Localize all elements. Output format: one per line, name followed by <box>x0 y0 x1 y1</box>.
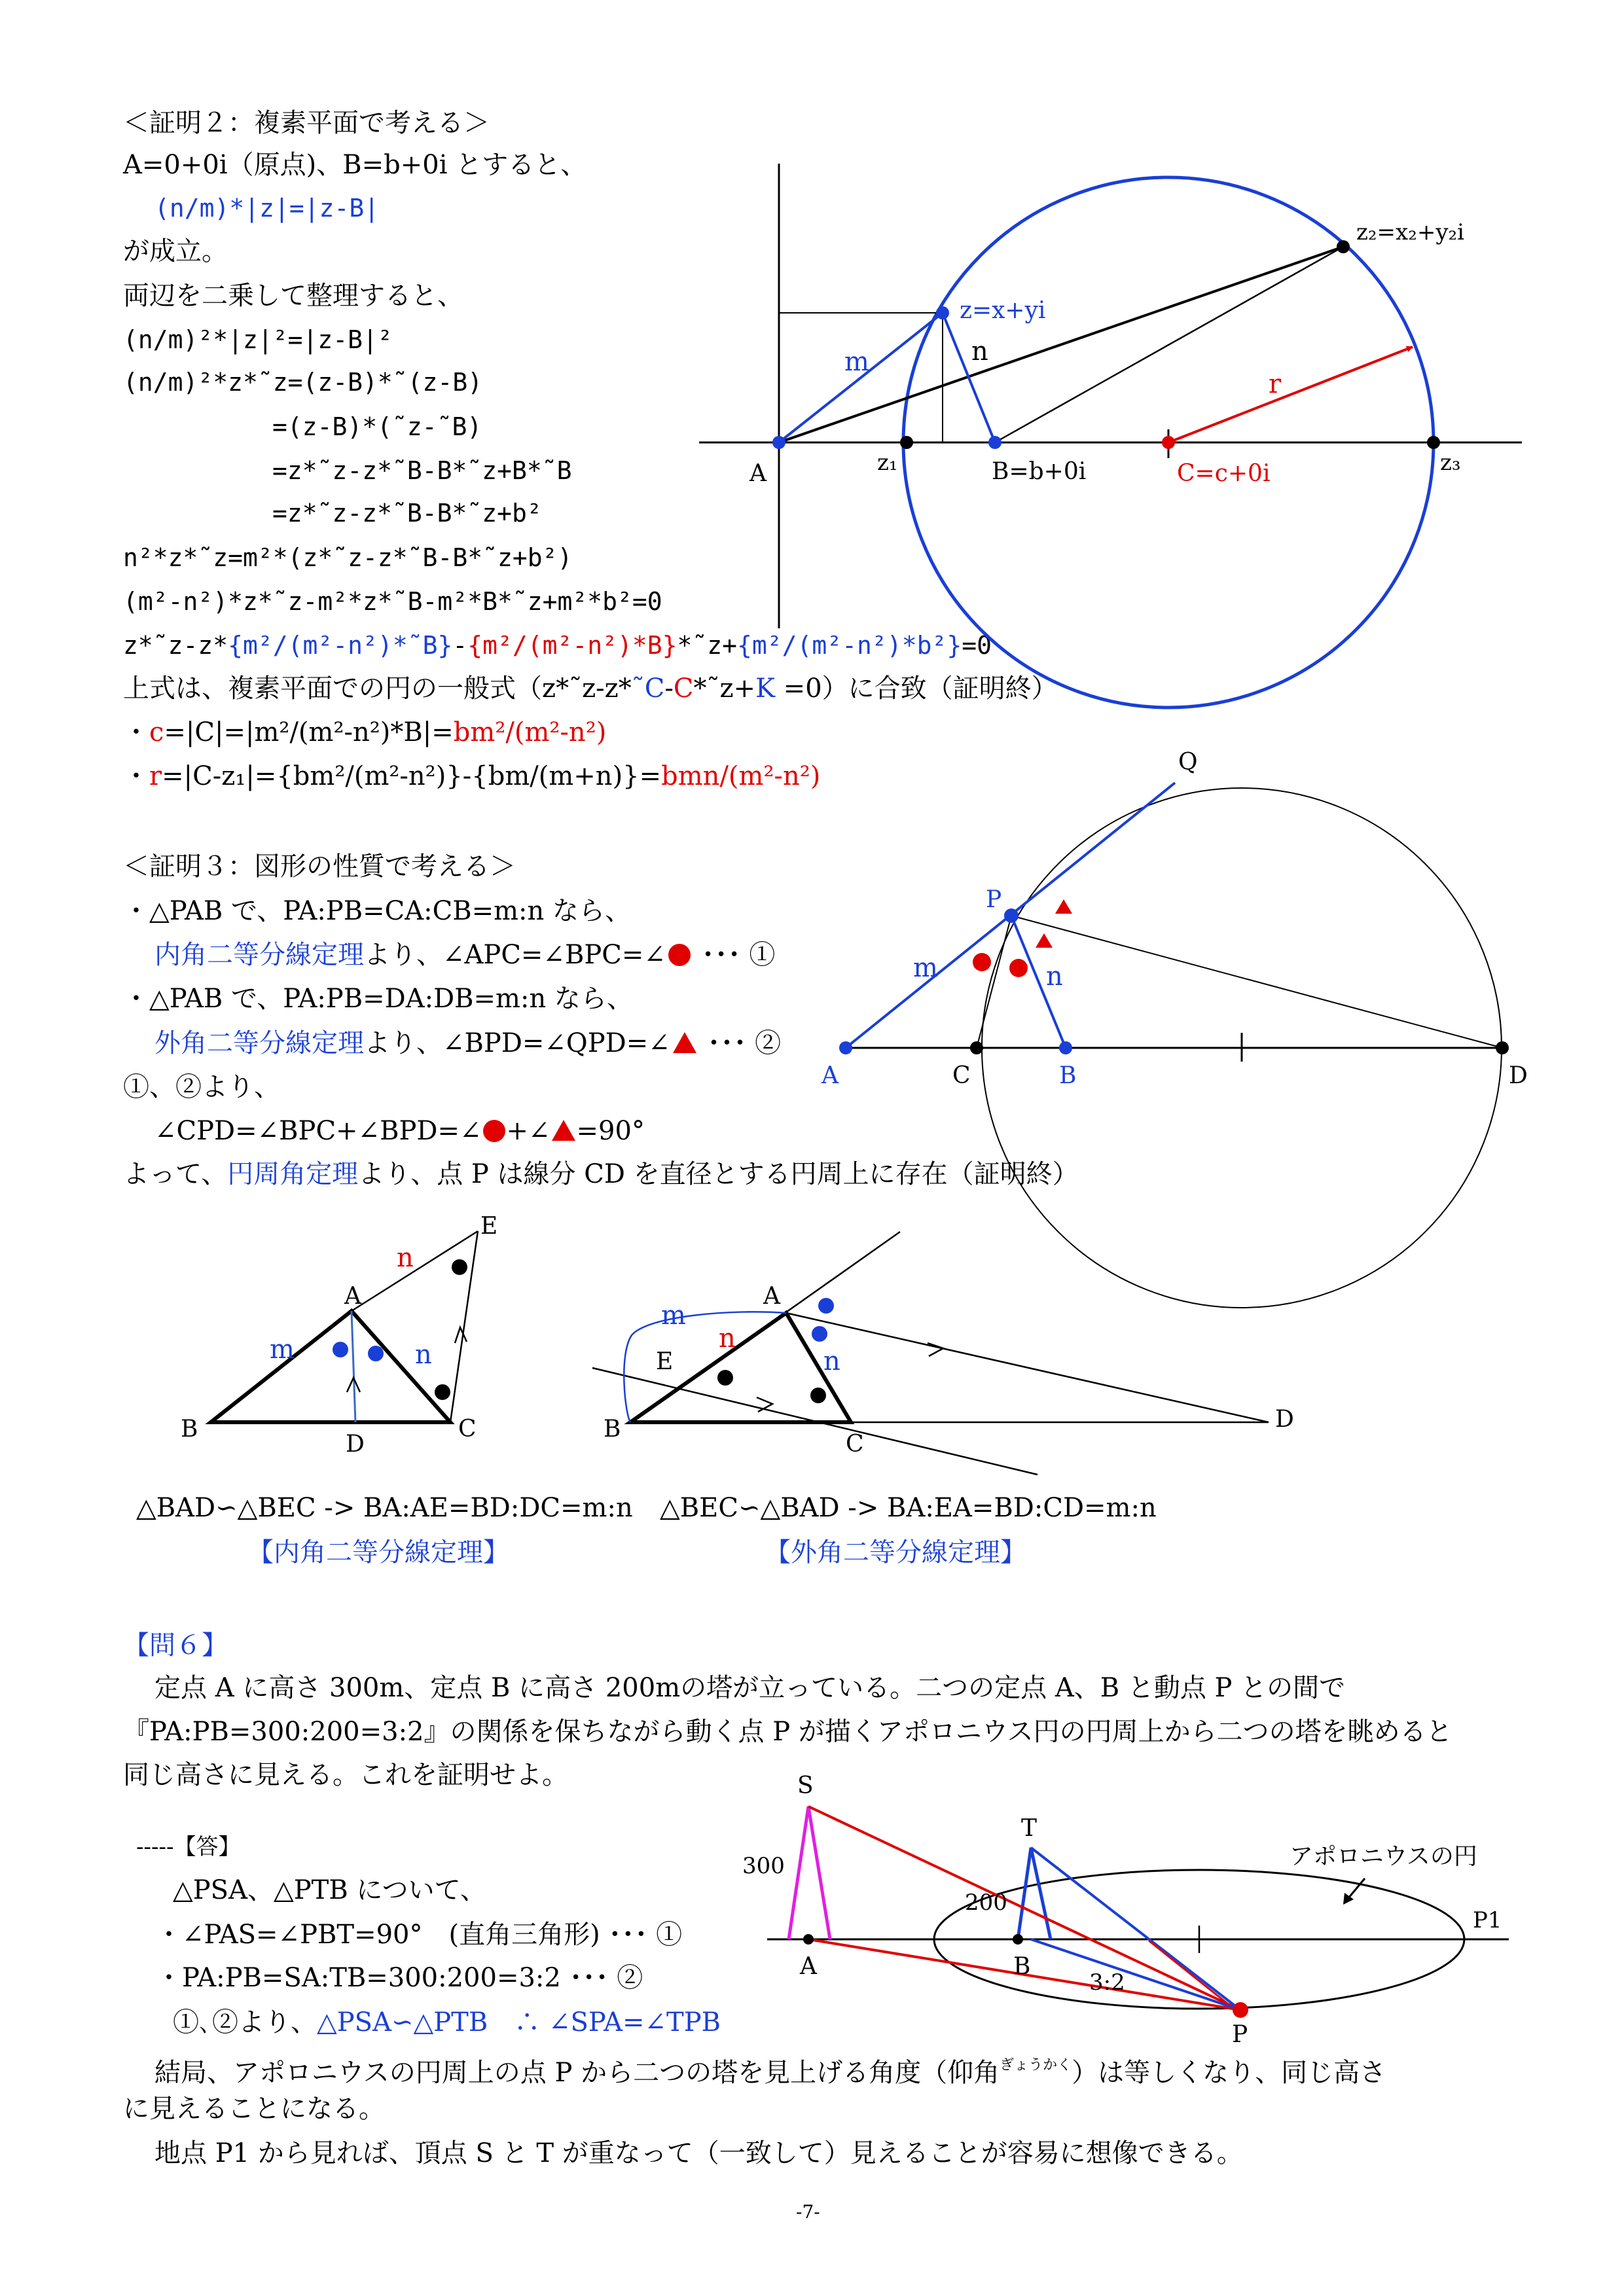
fig4-caption: △BEC∽△BAD -> BA:EA=BD:CD=m:n <box>660 1493 1157 1523</box>
label-n: n <box>971 336 988 367</box>
point-A <box>772 436 785 449</box>
angle-triangle-marker <box>1055 899 1072 914</box>
point-z1 <box>900 436 913 449</box>
a4-text: ①､②より、 <box>173 2007 317 2037</box>
label-n: n <box>1046 961 1063 992</box>
proof2-l9: n²*z*˜z=m²*(z*˜z-z*˜B-B*˜z+b²) <box>123 543 573 572</box>
label-D: D <box>346 1431 365 1458</box>
point-z2 <box>1337 240 1350 253</box>
angle-dot <box>717 1370 733 1386</box>
label-B: B <box>181 1416 198 1443</box>
label-C: C=c+0i <box>1177 460 1271 487</box>
proof3-p5: ①、②より、 <box>123 1072 280 1102</box>
circle-pointer <box>1348 1878 1365 1898</box>
label-300: 300 <box>742 1853 785 1879</box>
p4-num: ･･･ ② <box>698 1028 782 1058</box>
point-z3 <box>1427 436 1440 449</box>
point-B <box>988 436 1001 449</box>
point-D <box>1496 1041 1509 1054</box>
a5-text: ）は等しくなり、同じ高さ <box>1072 2058 1386 2088</box>
proof2-l8: =z*˜z-z*˜B-B*˜z+b² <box>272 499 542 528</box>
segment-A-z2 <box>779 247 1343 442</box>
l11-part: - <box>452 631 468 660</box>
c-symbol: c <box>149 717 164 747</box>
q6-answer-label: -----【答】 <box>136 1834 241 1860</box>
tower-S <box>789 1806 830 1939</box>
a5-text: 結局、アポロニウスの円周上の点 P から二つの塔を見上げる角度（仰角 <box>154 2058 1000 2088</box>
theorem-name: 円周角定理 <box>227 1159 359 1189</box>
segment-A-z <box>779 313 943 442</box>
label-C: C <box>846 1431 864 1458</box>
label-A: A <box>763 1283 780 1310</box>
label-m: m <box>844 347 869 377</box>
angle-dot-marker <box>1009 959 1028 977</box>
label-Q: Q <box>1178 749 1198 776</box>
point-C <box>1162 436 1175 449</box>
l12-part: =0）に合致（証明終） <box>774 673 1058 704</box>
q6-s2: 『PA:PB=300:200=3:2』の関係を保ちながら動く点 P が描くアポロニウス円の円周上から二つの塔を眺めると <box>123 1717 1453 1747</box>
q6-s1: 定点 A に高さ 300m、定点 B に高さ 200mの塔が立っている。二つの定点 A、B と動点 P との間で <box>154 1673 1346 1703</box>
label-m: m <box>661 1300 686 1331</box>
bullet: ・ <box>123 717 149 747</box>
q6-a3: ・PA:PB=SA:TB=300:200=3:2 ･･･ ② <box>156 1963 643 1993</box>
segment-PD <box>1011 916 1502 1048</box>
q6-a6: に見えることになる。 <box>123 2094 385 2124</box>
q6-a7: 地点 P1 から見れば、頂点 S と T が重なって（一致して）見えることが容易に想像できる。 <box>154 2138 1243 2168</box>
l11-part: *˜z+ <box>677 631 738 660</box>
angle-dot <box>333 1342 348 1357</box>
r-formula: =|C-z₁|={bm²/(m²-n²)}-{bm/(m+n)}= <box>162 761 662 791</box>
p4-text: より、∠BPD=∠QPD=∠ <box>364 1028 670 1058</box>
l12-red-term: C <box>673 673 694 704</box>
l12-part: 上式は、複素平面での円の一般式（z*˜z-z* <box>123 673 632 704</box>
a4-conclusion: △PSA∽△PTB ∴ ∠SPA=∠TPB <box>317 2007 721 2037</box>
bisector-AD <box>352 1311 355 1422</box>
theorem-name: 外角二等分線定理 <box>154 1028 364 1058</box>
point-P <box>1233 2002 1248 2018</box>
r-result: bmn/(m²-n²) <box>661 761 821 791</box>
label-n-blue: n <box>415 1340 432 1370</box>
radius-arrow <box>1168 347 1413 442</box>
external-bisector-figure <box>592 1232 1294 1475</box>
page-number: -7- <box>796 2201 820 2223</box>
label-B: B <box>604 1416 621 1443</box>
label-B: B <box>1059 1062 1077 1089</box>
label-T: T <box>1021 1815 1038 1842</box>
angle-triangle-marker <box>1036 933 1053 948</box>
point-P <box>1004 908 1019 923</box>
point-C <box>970 1041 983 1054</box>
l11-red-term: {m²/(m²-n²)*B} <box>467 631 677 660</box>
internal-bisector-figure <box>181 1213 497 1458</box>
label-n-red: n <box>397 1243 414 1273</box>
l12-part: - <box>664 673 674 704</box>
c-result: bm²/(m²-n²) <box>453 717 607 747</box>
label-A: A <box>800 1953 817 1980</box>
label-n-red: n <box>719 1323 736 1354</box>
complex-plane-figure <box>699 164 1522 708</box>
proof2-l5: (n/m)²*z*˜z=(z-B)*˜(z-B) <box>123 368 483 397</box>
point-z <box>936 306 949 319</box>
label-P1: P1 <box>1473 1907 1502 1933</box>
proof2-eq1: (n/m)*|z|=|z-B| <box>154 194 380 223</box>
label-B: B=b+0i <box>992 458 1087 485</box>
p7-text: よって、 <box>123 1159 228 1189</box>
label-n-blue: n <box>823 1346 840 1376</box>
tower-T <box>1018 1848 1051 1939</box>
p2-text: より、∠APC=∠BPC=∠ <box>364 940 666 970</box>
proof2-l4: (n/m)²*|z|²=|z-B|² <box>123 325 393 354</box>
proof2-l7: =z*˜z-z*˜B-B*˜z+B*˜B <box>272 456 572 485</box>
l12-part: *˜z+ <box>693 673 756 704</box>
towers-figure <box>742 1772 1509 2048</box>
line-AD <box>786 1313 1269 1422</box>
point-B <box>1059 1041 1072 1054</box>
label-C: C <box>952 1062 971 1089</box>
p6-text: =90° <box>576 1116 645 1146</box>
label-z2: z₂=x₂+y₂i <box>1356 219 1465 245</box>
fig4-label: 【外角二等分線定理】 <box>765 1537 1026 1568</box>
label-m: m <box>913 953 938 983</box>
label-r: r <box>1269 369 1282 399</box>
label-apollonius-circle: アポロニウスの円 <box>1290 1843 1477 1870</box>
label-A: A <box>749 460 767 487</box>
label-z: z=x+yi <box>960 297 1046 324</box>
fig3-label: 【内角二等分線定理】 <box>247 1537 509 1568</box>
p2-num: ･･･ ① <box>693 940 776 970</box>
label-P: P <box>986 886 1002 913</box>
l11-part: =0 <box>962 631 992 660</box>
label-z3: z₃ <box>1440 450 1461 476</box>
label-A: A <box>821 1062 839 1089</box>
parallel-arrow <box>455 1327 467 1343</box>
label-P: P <box>1232 2021 1248 2048</box>
fig3-caption: △BAD∽△BEC -> BA:AE=BD:DC=m:n <box>136 1493 633 1523</box>
q6-a2: ・∠PAS=∠PBT=90° (直角三角形) ･･･ ① <box>156 1920 683 1950</box>
bisector-circle-figure <box>821 749 1528 1308</box>
label-m: m <box>270 1335 295 1365</box>
proof3-p1: ・△PAB で、PA:PB=CA:CB=m:n なら、 <box>123 896 631 926</box>
angle-dot-marker <box>973 953 991 971</box>
proof3-p3: ・△PAB で、PA:PB=DA:DB=m:n なら、 <box>123 984 633 1014</box>
label-B: B <box>1013 1953 1031 1980</box>
label-200: 200 <box>965 1890 1007 1916</box>
bullet: ・ <box>123 761 149 791</box>
l11-blue-term: {m²/(m²-n²)*b²} <box>737 631 962 660</box>
angle-dot <box>812 1326 827 1342</box>
label-E: E <box>480 1213 498 1240</box>
l12-blue-term: ˜C <box>631 673 665 704</box>
label-C: C <box>458 1416 477 1443</box>
c-formula: =|C|=|m²/(m²-n²)*B|= <box>164 717 454 747</box>
q6-title: 【問６】 <box>123 1630 228 1660</box>
label-D: D <box>1509 1062 1528 1089</box>
proof2-l6: =(z-B)*(˜z-˜B) <box>272 412 482 441</box>
p6-text: ∠CPD=∠BPC+∠BPD=∠ <box>154 1116 482 1146</box>
p6-text: +∠ <box>506 1116 550 1146</box>
angle-dot <box>810 1388 826 1403</box>
r-symbol: r <box>149 761 162 791</box>
angle-dot <box>368 1346 384 1361</box>
proof2-line3: 両辺を二乗して整理すると、 <box>123 281 463 311</box>
point-A <box>803 1934 814 1945</box>
label-z1: z₁ <box>877 450 898 476</box>
proof2-line1: A=0+0i（原点)、B=b+0i とすると、 <box>123 150 587 180</box>
angle-dot <box>435 1384 450 1400</box>
label-D: D <box>1275 1406 1294 1433</box>
l11-part: z*˜z-z* <box>123 631 228 660</box>
q6-a1: △PSA、△PTB について、 <box>173 1875 486 1905</box>
theorem-name: 内角二等分線定理 <box>154 940 364 970</box>
l12-blue-term: K <box>755 673 775 704</box>
p7-text: より、点 P は線分 CD を直径とする円周上に存在（証明終） <box>358 1159 1079 1189</box>
q6-s3: 同じ高さに見える。これを証明せよ。 <box>123 1760 568 1790</box>
segment-PC <box>977 916 1011 1048</box>
point-B <box>1013 1934 1023 1945</box>
label-ratio: 3:2 <box>1089 1969 1125 1996</box>
label-S: S <box>797 1772 814 1799</box>
proof2-line2: が成立。 <box>123 236 228 266</box>
proof3-heading: ＜証明３：図形の性質で考える＞ <box>123 852 516 882</box>
proof2-l10: (m²-n²)*z*˜z-m²*z*˜B-m²*B*˜z+m²*b²=0 <box>123 587 662 616</box>
segment-z-B <box>943 313 995 442</box>
angle-dot <box>818 1298 834 1314</box>
proof2-heading: ＜証明２：複素平面で考える＞ <box>123 108 490 138</box>
point-A <box>839 1041 852 1054</box>
angle-dot <box>452 1259 467 1275</box>
ruby-reading: ぎょうかく <box>1000 2057 1072 2073</box>
segment-CE <box>450 1231 478 1422</box>
l11-blue-term: {m²/(m²-n²)*˜B} <box>228 631 453 660</box>
segment-B-z2 <box>995 247 1343 442</box>
label-A: A <box>344 1283 361 1310</box>
label-E: E <box>656 1348 674 1375</box>
